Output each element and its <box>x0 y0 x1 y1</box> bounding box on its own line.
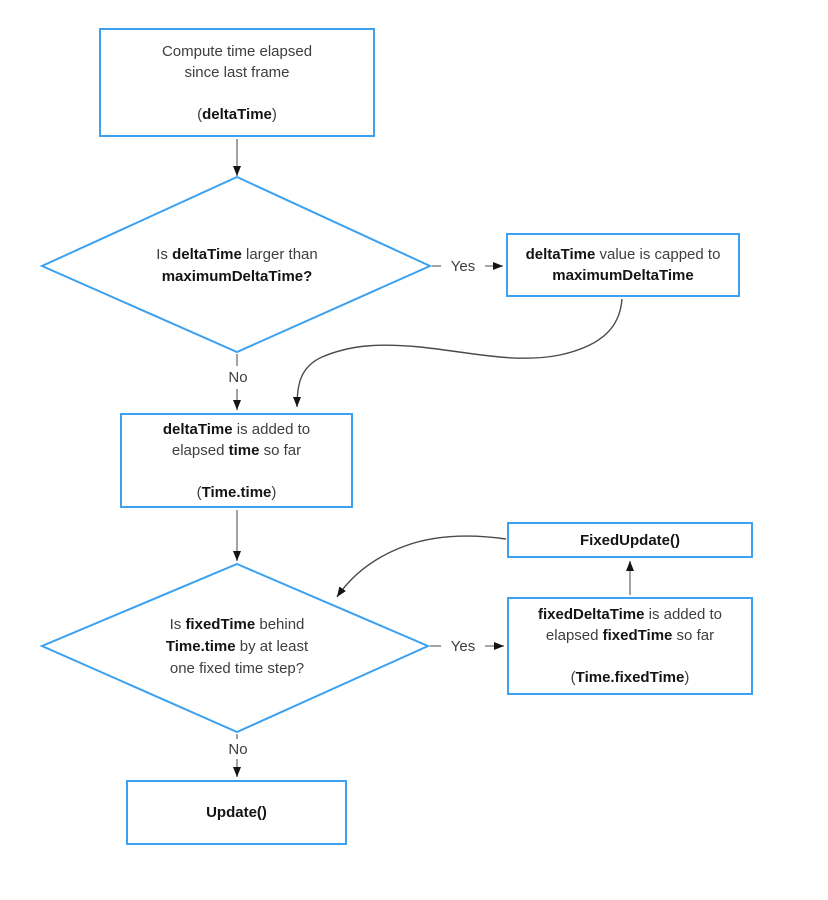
text-line: Is deltaTime larger than <box>156 246 318 263</box>
yes-label-max-deltatime: Yes <box>441 256 485 276</box>
max-deltatime-decision-text <box>97 232 377 300</box>
add-deltatime-box <box>120 413 353 508</box>
add-fixeddeltatime-box <box>507 597 753 695</box>
text-line: (Time.time) <box>196 483 277 501</box>
text-line: (deltaTime) <box>197 105 277 123</box>
text-line <box>628 646 632 667</box>
text-line: one fixed time step? <box>169 660 305 677</box>
text-line: (Time.fixedTime) <box>570 669 690 686</box>
text-line <box>234 461 238 482</box>
text-line: Compute time elapsed <box>161 42 313 60</box>
text-line: since last frame <box>184 63 290 81</box>
text-line <box>235 83 239 104</box>
curve-fixedupdate-to-decision2 <box>337 536 506 597</box>
text-line: maximumDeltaTime <box>552 267 694 284</box>
text-line: FixedUpdate() <box>579 531 680 549</box>
text-line: deltaTime is added to <box>162 420 311 438</box>
fixedtime-decision-text <box>97 602 377 692</box>
text-line: Is fixedTime behind <box>169 616 305 633</box>
yes-label-fixedtime: Yes <box>441 636 485 656</box>
curve-cap-delta-to-add-delta <box>297 299 622 407</box>
text-line: Update() <box>206 804 267 821</box>
text-line: deltaTime value is capped to <box>525 246 721 263</box>
text-line: elapsed fixedTime so far <box>545 627 715 644</box>
text-line: elapsed time so far <box>171 441 302 459</box>
text-line: Time.time by at least <box>165 638 309 655</box>
update-box <box>126 780 347 845</box>
text-line: fixedDeltaTime is added to <box>538 606 722 623</box>
no-label-fixedtime: No <box>217 739 259 759</box>
text-line: maximumDeltaTime? <box>161 268 313 285</box>
compute-deltatime-box <box>99 28 375 137</box>
no-label-max-deltatime: No <box>217 367 259 387</box>
fixedupdate-box <box>507 522 753 558</box>
cap-deltatime-box <box>506 233 740 297</box>
